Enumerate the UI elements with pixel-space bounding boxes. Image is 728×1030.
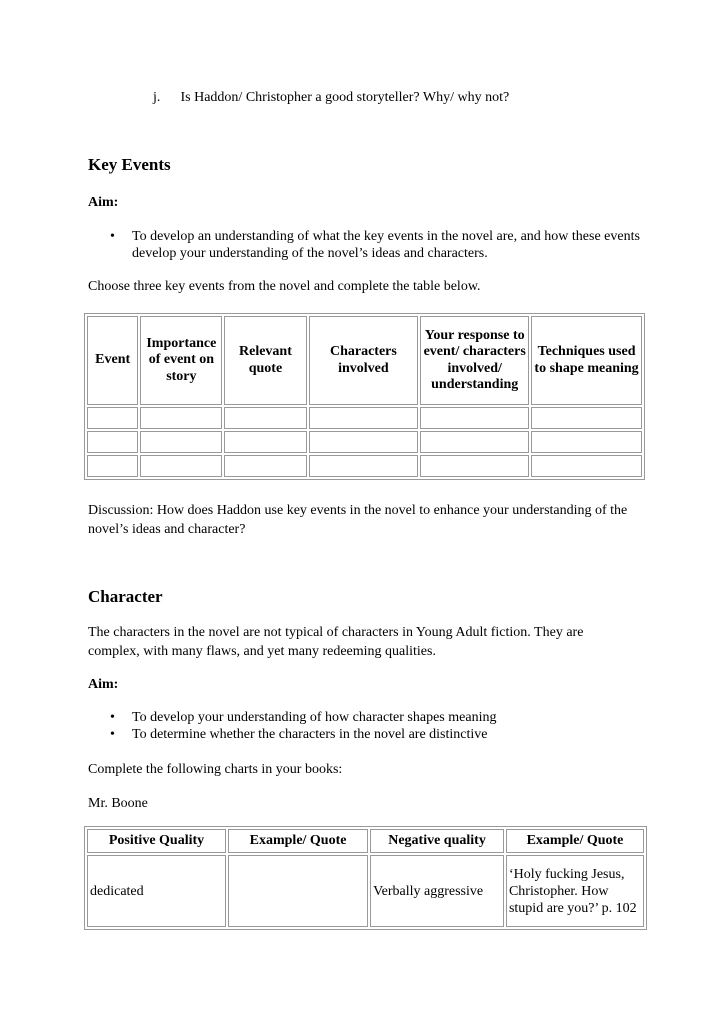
key-events-aim-list [96,228,656,262]
key-events-instruction: Choose three key events from the novel and complete the table below. [88,279,481,294]
table-cell[interactable] [531,455,642,477]
table-cell[interactable] [224,407,306,429]
header-example-quote: Example/ Quote [506,829,644,853]
table-cell[interactable] [531,407,642,429]
table-cell[interactable] [87,431,138,453]
positive-quality-cell[interactable]: dedicated [87,855,226,927]
header-characters-involved: Characters involved [309,316,419,405]
header-techniques: Techniques used to shape meaning [531,316,642,405]
header-importance: Importance of event on story [140,316,222,405]
character-instruction: Complete the following charts in your books: [88,762,343,777]
question-marker: j. [153,90,161,105]
question-text: Is Haddon/ Christopher a good storyteller? Why/ why not? [180,90,510,105]
header-your-response: Your response to event/ characters involved/ understanding [420,316,529,405]
key-events-aim-item: • To develop an understanding of what the key events in the novel are, and how these events develop your understanding of the novel’s ideas and characters. [96,228,656,262]
table-row [87,855,644,927]
table-row [87,455,642,477]
header-relevant-quote: Relevant quote [224,316,306,405]
character-aim-list [96,709,656,743]
key-events-heading: Key Events [88,155,171,174]
table-cell[interactable] [140,407,222,429]
table-cell[interactable] [420,431,529,453]
question-j [153,90,509,106]
table-cell[interactable] [140,431,222,453]
header-example-quote: Example/ Quote [228,829,368,853]
table-cell[interactable] [309,455,419,477]
character-heading: Character [88,587,163,606]
table-cell[interactable] [309,407,419,429]
key-events-aim-label: Aim: [88,195,119,210]
negative-quality-cell[interactable]: Verbally aggressive [370,855,504,927]
header-negative-quality: Negative quality [370,829,504,853]
example-quote-cell[interactable] [228,855,368,927]
chart-title-mr-boone: Mr. Boone [88,796,148,811]
header-event: Event [87,316,138,405]
table-cell[interactable] [224,431,306,453]
character-header-row [87,829,644,853]
key-events-table [84,313,645,480]
table-cell[interactable] [224,455,306,477]
table-row [87,431,642,453]
character-aim-item: • To determine whether the characters in the novel are distinctive [96,726,656,743]
header-positive-quality: Positive Quality [87,829,226,853]
key-events-header-row [87,316,642,405]
table-cell[interactable] [420,455,529,477]
table-cell[interactable] [420,407,529,429]
table-cell[interactable] [531,431,642,453]
table-cell[interactable] [309,431,419,453]
example-quote-cell[interactable]: ‘Holy fucking Jesus, Christopher. How stupid are you?’ p. 102 [506,855,644,927]
character-aim-item: • To develop your understanding of how character shapes meaning [96,709,656,726]
character-aim-label: Aim: [88,677,119,692]
key-events-discussion: Discussion: How does Haddon use key events in the novel to enhance your understanding of the novel’s ideas and character? [88,503,628,537]
table-cell[interactable] [87,407,138,429]
character-intro: The characters in the novel are not typical of characters in Young Adult fiction. They are complex, with many flaws, and yet many redeeming qualities. [88,625,584,659]
table-cell[interactable] [140,455,222,477]
table-row [87,407,642,429]
table-cell[interactable] [87,455,138,477]
character-chart-table [84,826,647,930]
